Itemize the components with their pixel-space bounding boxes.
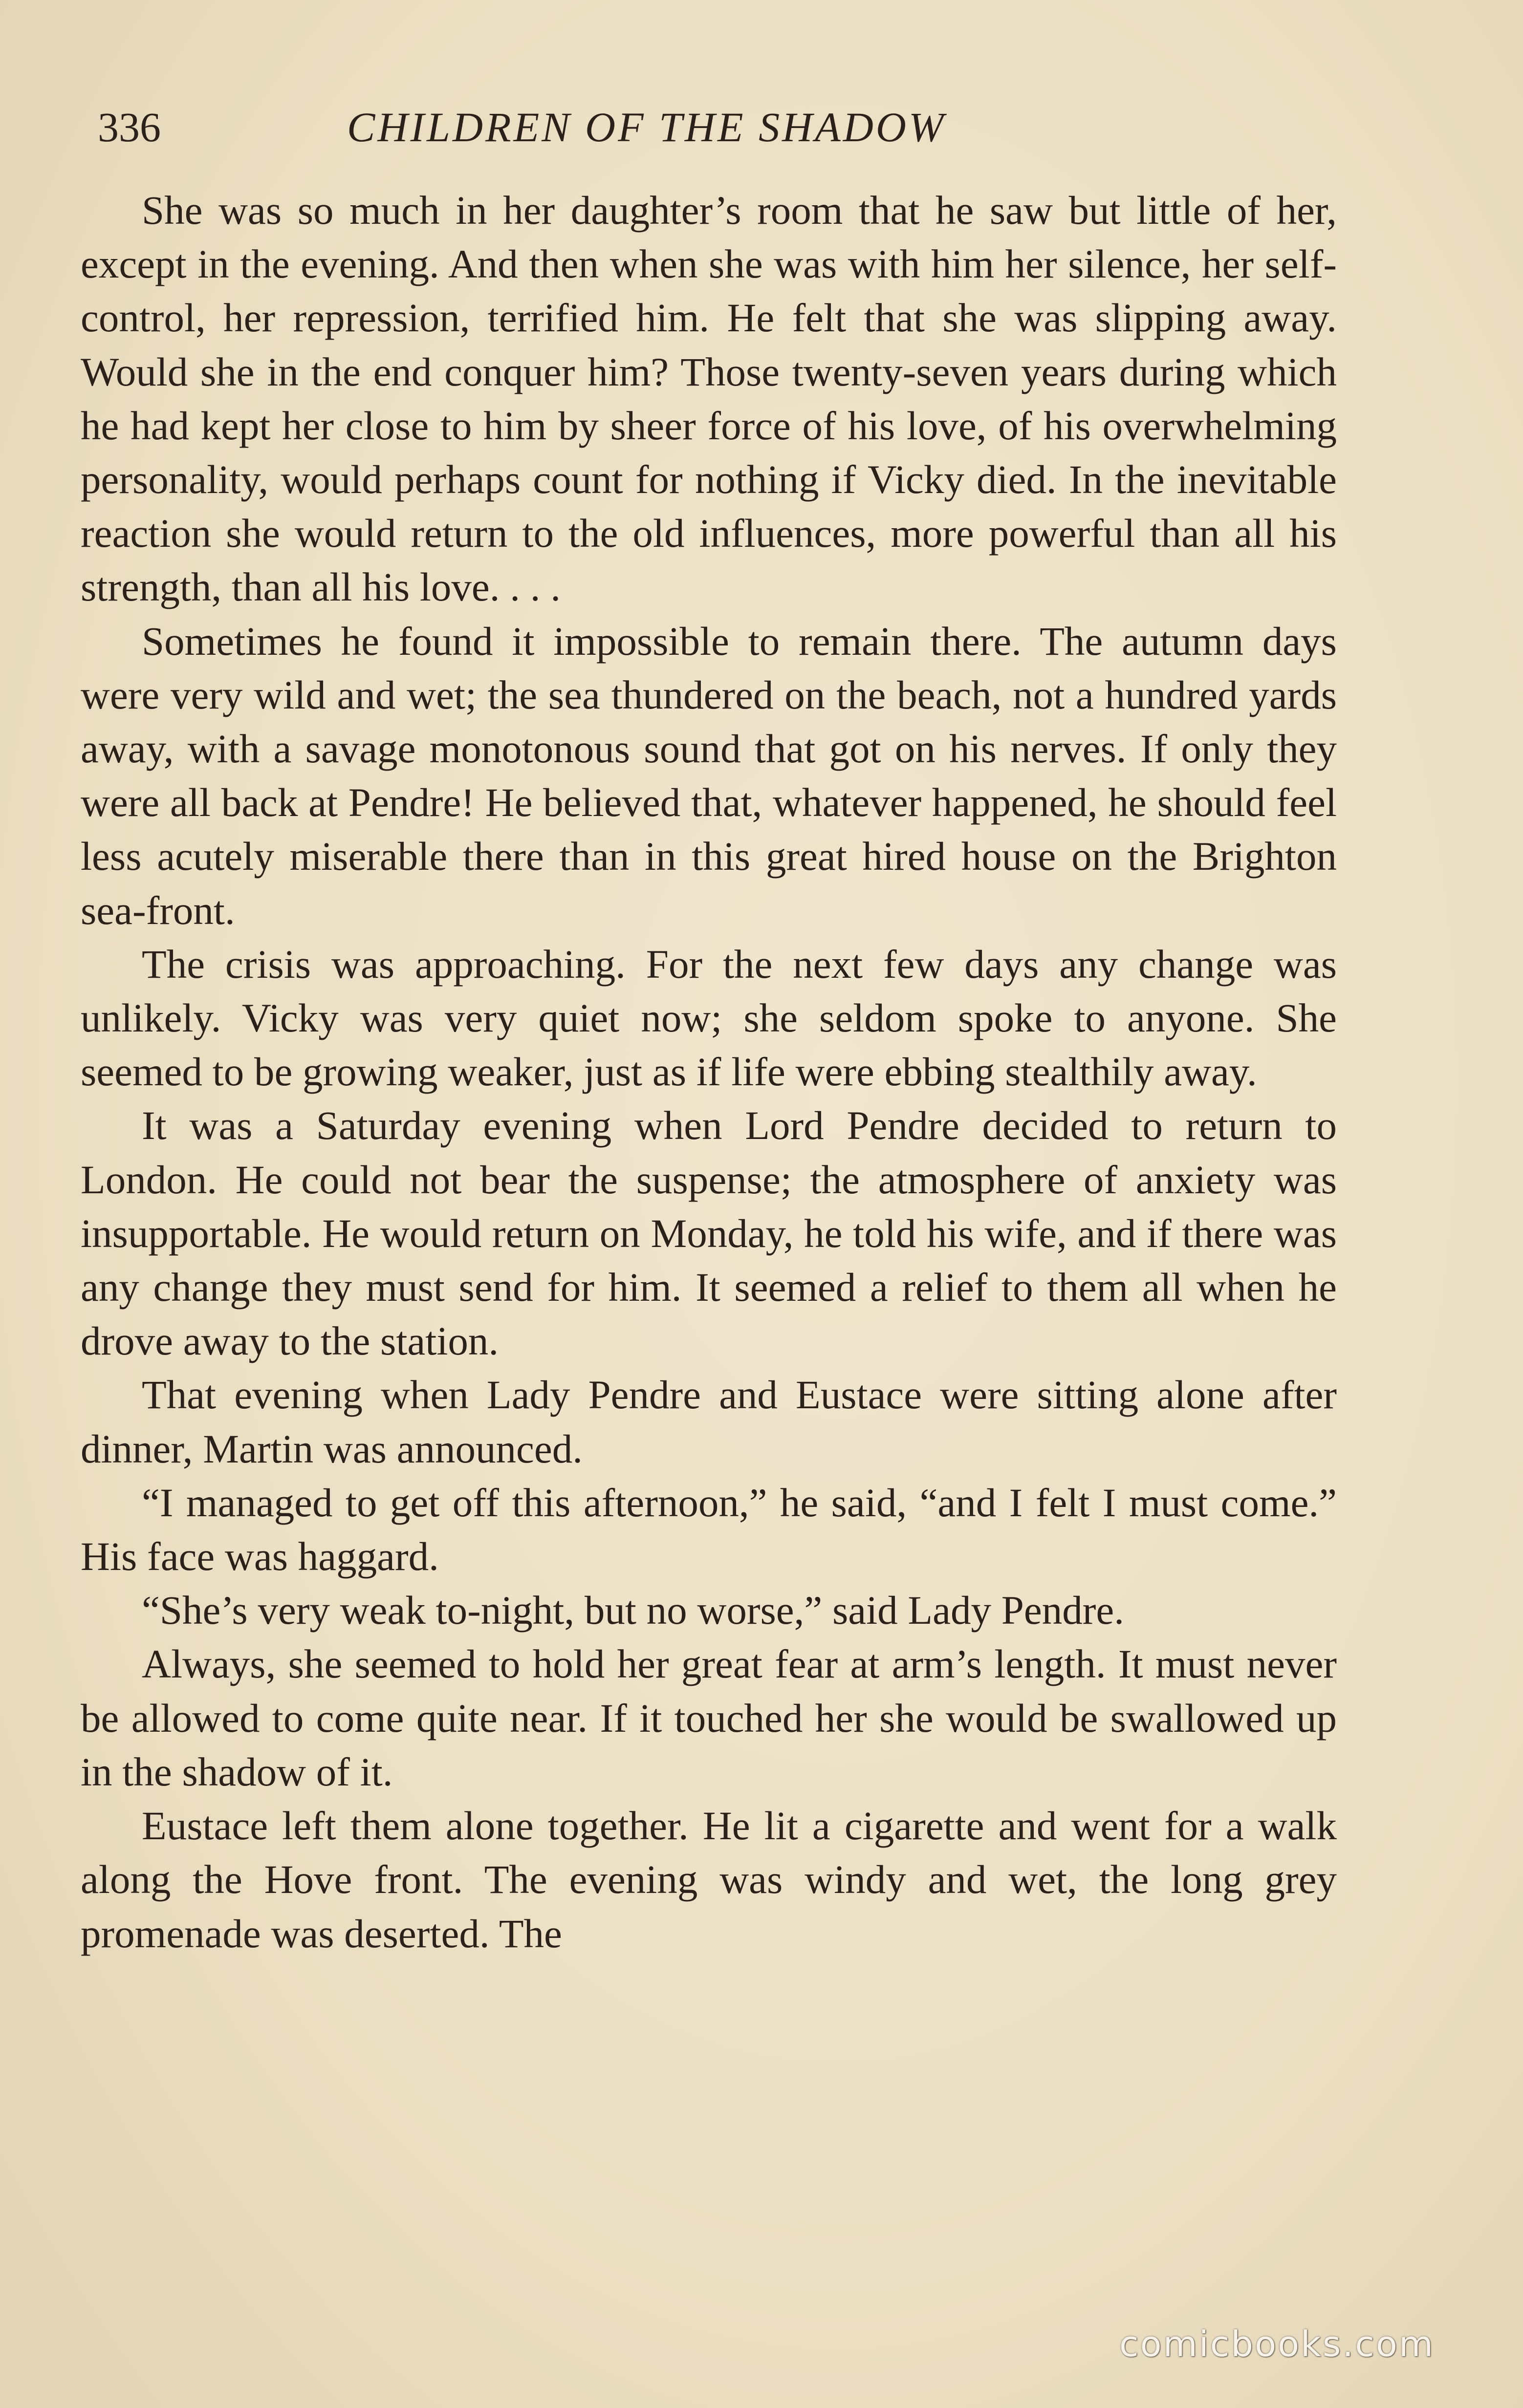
paragraph: She was so much in her daughter’s room that he saw but little of her, except in the evening. And then when she was with him her silence, her self-control, her repression, terrified him. He felt that she was slipping away. Would she in the end conquer him? Those twenty-seven years during which he had kept her close to him by sheer force of his love, of his overwhelming personality, would perhaps count for nothing if Vicky died. In the inevitable reaction she would return to the old influences, more powerful than all his strength, than all his love. . . . — [81, 188, 1337, 610]
paragraph: The crisis was approaching. For the next few days any change was unlikely. Vicky was very quiet now; she seldom spoke to anyone. She seemed to be growing weaker, just as if life were ebbing stealthily away. — [81, 941, 1337, 1095]
watermark: comicbooks.com — [1119, 2323, 1435, 2365]
paragraph: That evening when Lady Pendre and Eustace were sitting alone after dinner, Martin was announced. — [81, 1372, 1337, 1471]
paragraph: “She’s very weak to-night, but no worse,” said Lady Pendre. — [142, 1588, 1124, 1633]
body-text — [81, 183, 1337, 1960]
paragraph: “I managed to get off this afternoon,” he said, “and I felt I must come.” His face was haggard. — [81, 1480, 1337, 1579]
page-header — [98, 95, 1349, 159]
paragraph: It was a Saturday evening when Lord Pendre decided to return to London. He could not bear the suspense; the atmosphere of anxiety was insupportable. He would return on Monday, he told his wife, and if there was any change they must send for him. It seemed a relief to them all when he drove away to the station. — [81, 1103, 1337, 1364]
running-head: CHILDREN OF THE SHADOW — [347, 104, 946, 150]
page-number: 336 — [98, 104, 161, 150]
paragraph: Eustace left them alone together. He lit a cigarette and went for a walk along the Hove front. The evening was windy and wet, the long grey promenade was deserted. The — [81, 1803, 1337, 1956]
paragraph: Always, she seemed to hold her great fear at arm’s length. It must never be allowed to come quite near. If it touched her she would be swallowed up in the shadow of it. — [81, 1641, 1337, 1794]
paragraph: Sometimes he found it impossible to remain there. The autumn days were very wild and wet; the sea thundered on the beach, not a hundred yards away, with a savage monotonous sound that got on his nerves. If only they were all back at Pendre! He believed that, whatever happened, he should feel less acutely miserable there than in this great hired house on the Brighton sea-front. — [81, 618, 1337, 933]
